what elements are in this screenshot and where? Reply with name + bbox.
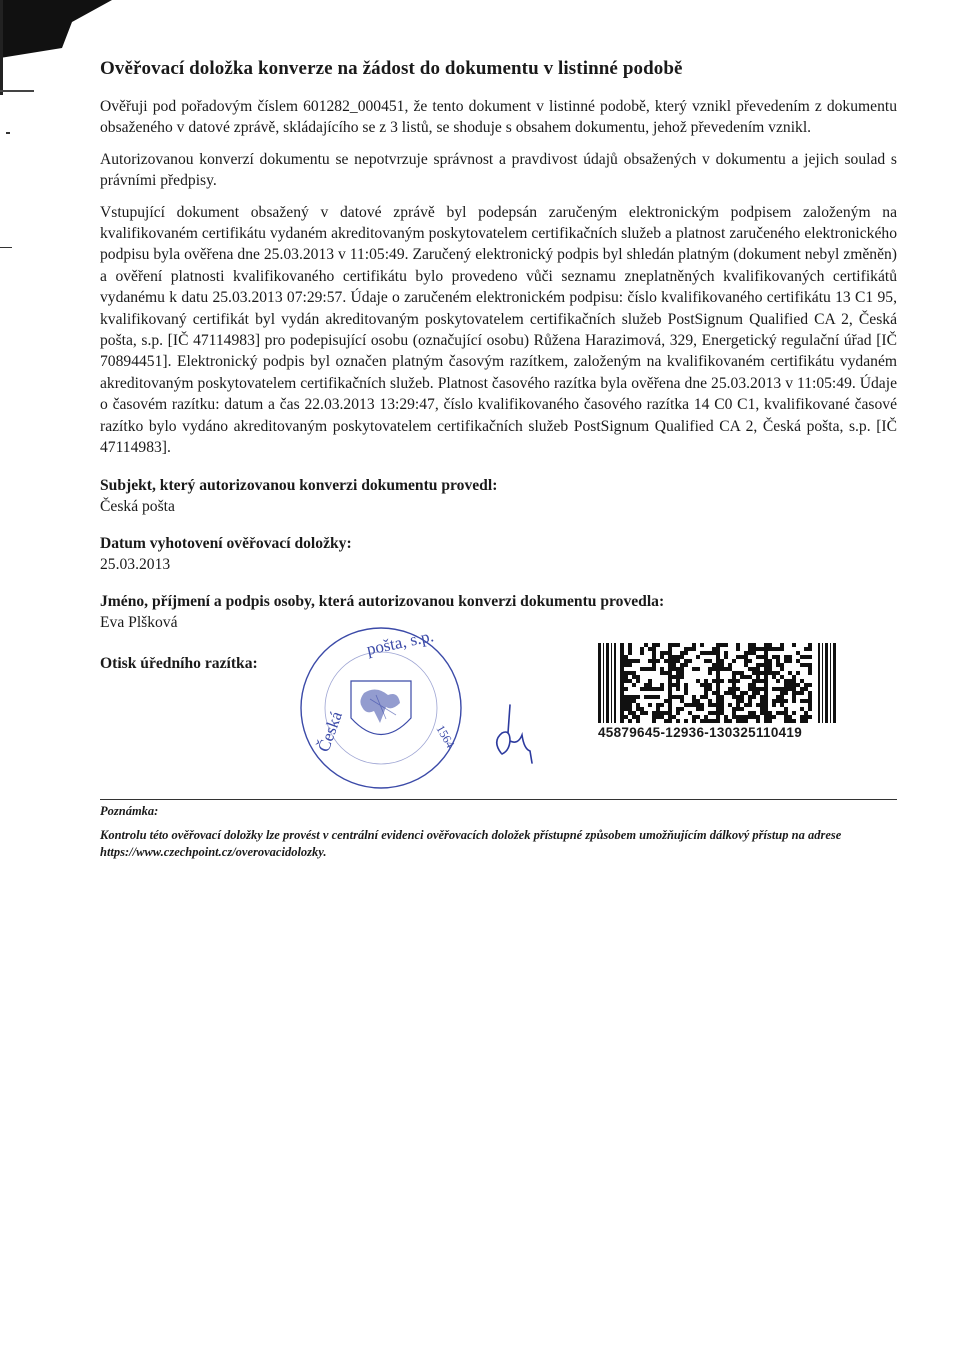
paragraph-signature-details: Vstupující dokument obsažený v datové zprávě byl podepsán zaručeným elektronickým podpisem založeným na kvalifikovaném certifikátu vydaném akreditovaným poskytovatelem certifikačních služeb a platnost zaručeného elektronického podpisu byla ověřena dne 25.03.2013 v 11:05:49. Zaručený elektronický podpis byl shledán platným (dokument nebyl změněn) a ověření platnosti kvalifikovaného certifikátu bylo provedeno vůči seznamu zneplatněných kvalifikovaných certifikátů vydanému k datu 25.03.2013 07:29:57. Údaje o zaručeném elektronickém podpisu: číslo kvalifikovaného certifikátu 13 C1 95, kvalifikovaný certifikát byl vydán akreditovaným poskytovatelem certifikačních služeb PostSignum Qualified CA 2, Česká pošta, s.p. [IČ 47114983] pro podepisující osobu (označující osobu) Růžena Harazimová, 329, Energetický regulační úřad [IČ 70894451]. Elektronický podpis byl označen platným časovým razítkem, založeným na kvalifikovaném certifikátu vydaném akreditovaným poskytovatelem certifikačních služeb. Platnost časového razítka byla ověřena dne 25.03.2013 v 11:05:49. Údaje o časovém razítku: datum a čas 22.03.2013 13:29:47, číslo kvalifikovaného časového razítka 14 C0 C1, kvalifikované časové razítko bylo vydáno akreditovaným poskytovatelem certifikačních služeb PostSignum Qualified CA 2, Česká pošta, s.p. [IČ 47114983]. <box>100 203 897 457</box>
margin-mark <box>6 132 10 134</box>
divider <box>100 799 897 800</box>
subject-label: Subjekt, který autorizovanou konverzi dokumentu provedl: <box>100 476 498 494</box>
document-page <box>100 58 897 862</box>
date-section <box>100 533 897 575</box>
paragraph-verification: Ověřuji pod pořadovým číslem 601282_000451, že tento dokument v listinné podobě, který vznikl převedením z dokumentu obsaženého v datové zprávě, skládajícího se z 3 listů, se shoduje s obsahem dokumentu, jehož převedením vznikl. <box>100 98 897 137</box>
svg-text:1564: 1564 <box>433 722 458 750</box>
person-value: Eva Plšková <box>100 613 178 631</box>
subject-section <box>100 475 897 517</box>
svg-text:pošta, s.p.: pošta, s.p. <box>364 625 436 659</box>
stamp-label: Otisk úředního razítka: <box>100 654 258 672</box>
barcode-number: 45879645-12936-130325110419 <box>598 724 803 740</box>
person-label: Jméno, příjmení a podpis osoby, která autorizovanou konverzi dokumentu provedla: <box>100 592 665 610</box>
document-title: Ověřovací doložka konverze na žádost do dokumentu v listinné podobě <box>100 58 683 79</box>
stamp-row <box>100 625 897 787</box>
barcode-graphic <box>598 643 836 723</box>
svg-text:Česká: Česká <box>313 708 346 754</box>
official-stamp-icon <box>296 623 596 793</box>
subject-value: Česká pošta <box>100 497 175 515</box>
margin-mark <box>0 247 12 248</box>
barcode <box>598 643 836 740</box>
date-label: Datum vyhotovení ověřovací doložky: <box>100 534 352 552</box>
date-value: 25.03.2013 <box>100 555 171 573</box>
note-text: Kontrolu této ověřovací doložky lze provést v centrální evidenci ověřovacích doložek přístupné způsobem umožňujícím dálkový přístup na adrese https://www.czechpoint.cz/overovacidolozky. <box>100 827 842 859</box>
note-label: Poznámka: <box>100 803 159 818</box>
paragraph-disclaimer: Autorizovanou konverzí dokumentu se nepotvrzuje správnost a pravdivost údajů obsažených v dokumentu a jejich soulad s právními předpisy. <box>100 150 897 190</box>
